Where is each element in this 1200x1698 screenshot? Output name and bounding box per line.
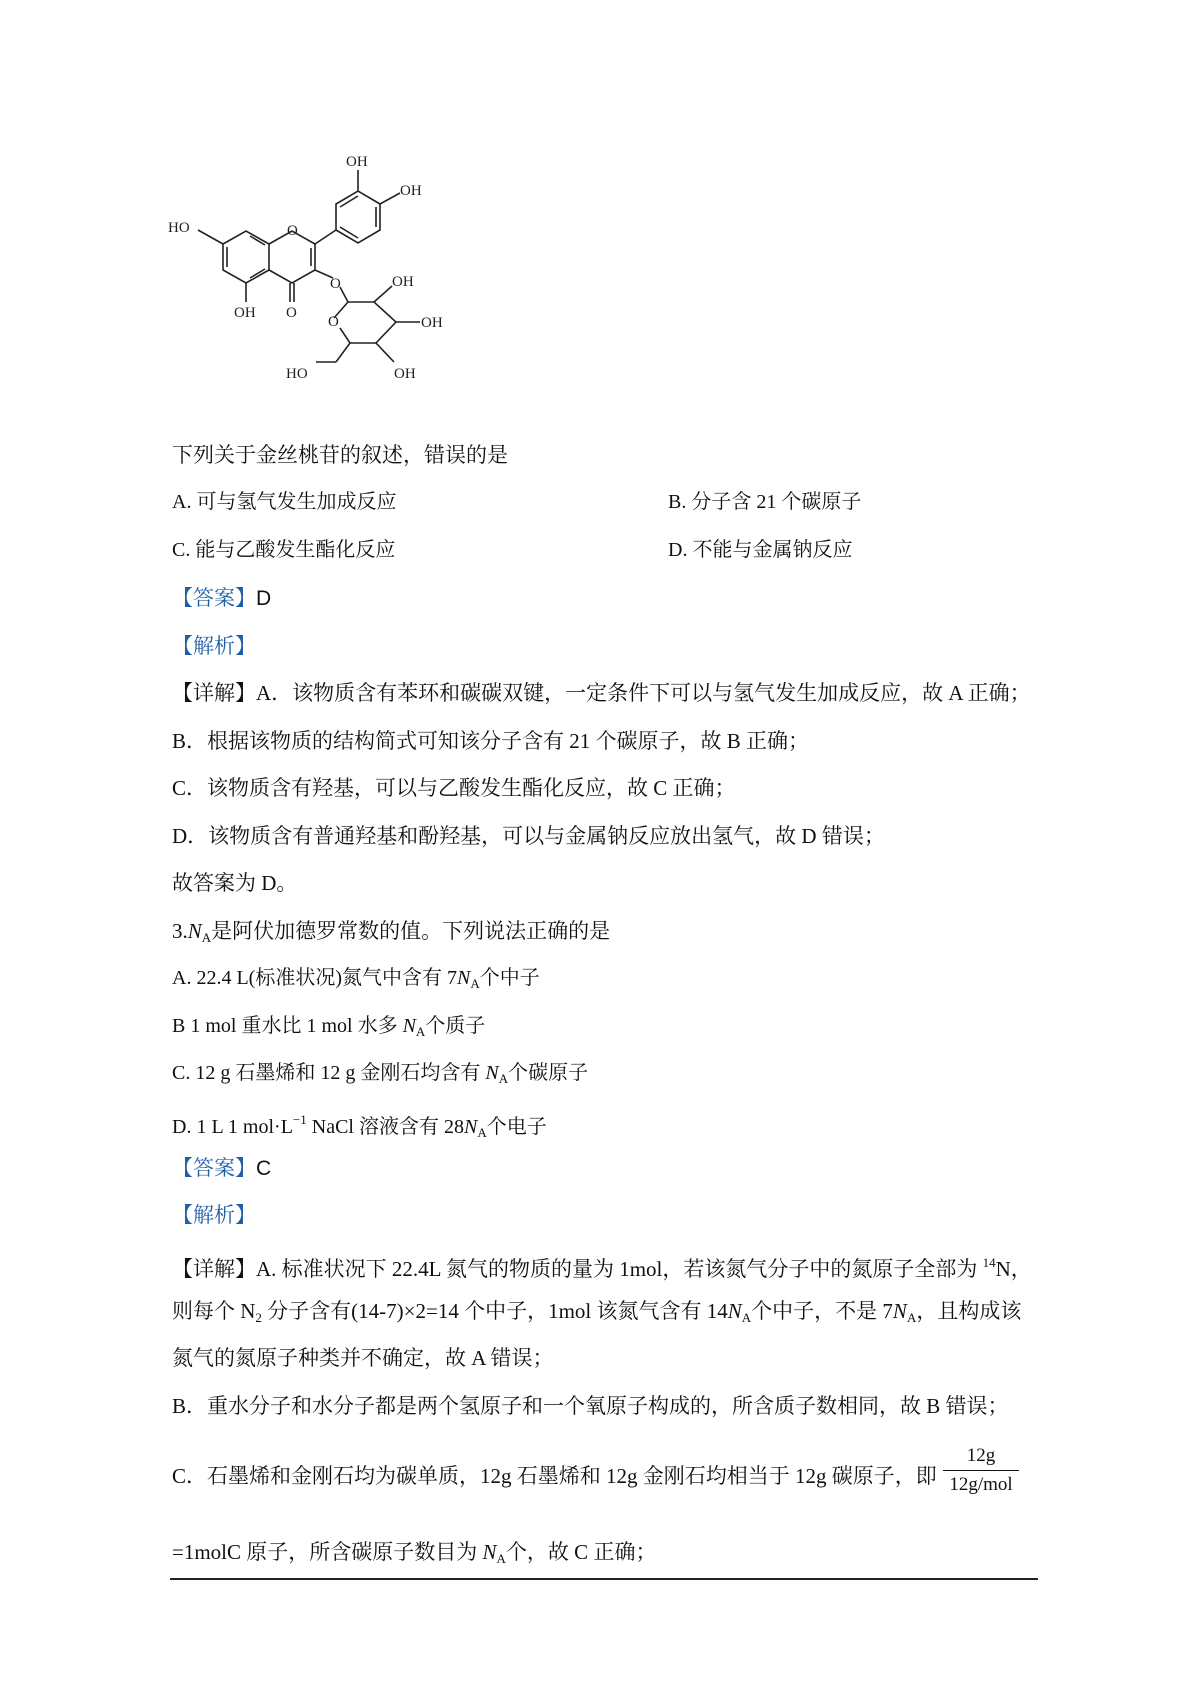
- hyperoside-structure-diagram: [168, 150, 498, 400]
- na-symbol: N: [485, 1062, 499, 1084]
- q3-answer-label: 【答案】: [172, 1156, 256, 1180]
- na-subscript: A: [498, 1071, 509, 1086]
- q3-stem-text: 是阿伏加德罗常数的值。下列说法正确的是: [211, 919, 611, 943]
- q3-detail-c-line2: [172, 1537, 1040, 1574]
- q3-option-c-tail: 个碳原子: [508, 1062, 589, 1084]
- label-oh-sugar-3: OH: [421, 315, 443, 331]
- label-oh-top: OH: [346, 154, 368, 170]
- q3-number: 3.: [172, 919, 188, 943]
- q3-detail-a1-tail: N，: [995, 1257, 1032, 1281]
- na-symbol: N: [456, 967, 471, 989]
- molecule-bonds: [198, 170, 420, 362]
- q3-detail-c-line1: C．石墨烯和金刚石均为碳单质，12g 石墨烯和 12g 金刚石均相当于 12g 碳原子，即: [172, 1464, 937, 1488]
- label-ho-left: HO: [168, 220, 190, 236]
- q2-stem: 下列关于金丝桃苷的叙述，错误的是: [172, 443, 508, 467]
- q3-option-b-tail: 个质子: [425, 1015, 486, 1037]
- label-oh-5: OH: [234, 305, 256, 321]
- q3-option-b: [172, 1011, 485, 1047]
- q3-detail-a-line3: 氮气的氮原子种类并不确定，故 A 错误；: [172, 1346, 554, 1370]
- q2-detail-label: 【详解】: [172, 681, 256, 705]
- q3-answer-value: C: [256, 1157, 272, 1180]
- na-subscript: A: [477, 1125, 487, 1140]
- na-subscript: A: [201, 930, 212, 945]
- q3-detail-a2-tail: ，且构成该: [916, 1299, 1022, 1323]
- q2-detail-a: [172, 678, 1040, 708]
- q3-detail-c2-tail: 个，故 C 正确；: [505, 1540, 657, 1564]
- label-ho-sugar-6: HO: [286, 366, 308, 382]
- na-subscript: A: [415, 1024, 426, 1039]
- q3-option-a-text: A. 22.4 L(标准状况)氮气中含有 7: [172, 967, 457, 989]
- q3-option-d: [172, 1105, 547, 1148]
- q3-answer-line: [172, 1153, 1040, 1184]
- q2-detail-text-a: A．该物质含有苯环和碳碳双键，一定条件下可以与氢气发生加成反应，故 A 正确；: [256, 681, 1031, 705]
- q2-detail-b: B．根据该物质的结构简式可知该分子含有 21 个碳原子，故 B 正确；: [172, 729, 810, 753]
- na-subscript: A: [741, 1310, 752, 1325]
- q3-option-d-tail: 个电子: [486, 1116, 547, 1138]
- q3-option-d-text: D. 1 L 1 mol·L: [172, 1116, 293, 1138]
- na-subscript: A: [496, 1551, 506, 1566]
- q2-conclusion: 故答案为 D。: [172, 871, 298, 895]
- na-subscript: A: [906, 1310, 917, 1325]
- q2-detail-c: C．该物质含有羟基，可以与乙酸发生酯化反应，故 C 正确；: [172, 776, 736, 800]
- q2-answer-value: D: [256, 587, 272, 610]
- q3-detail-a2-mid: 分子含有(14-7)×2=14 个中子，1mol 该氮气含有 14: [261, 1299, 728, 1323]
- q3-option-a-tail: 个中子: [479, 967, 540, 989]
- fraction-numerator: 12g: [966, 1445, 996, 1466]
- q2-detail-d: D．该物质含有普通羟基和酚羟基，可以与金属钠反应放出氢气，故 D 错误；: [172, 824, 885, 848]
- fraction-denominator: 12g/mol: [949, 1474, 1013, 1495]
- label-o-link: O: [330, 276, 341, 292]
- q2-answer-line: [172, 583, 1040, 614]
- q2-analysis-label: 【解析】: [172, 634, 256, 658]
- q3-stem: [172, 916, 1040, 953]
- q3-option-a: [172, 963, 540, 999]
- q3-option-d-mid: NaCl 溶液含有 28: [306, 1116, 464, 1138]
- footer-divider: [170, 1578, 1038, 1580]
- q3-detail-a2-text: 则每个 N: [172, 1299, 256, 1323]
- q3-detail-a1-superscript: 14: [982, 1255, 996, 1270]
- na-symbol: N: [727, 1299, 742, 1323]
- q3-option-c-text: C. 12 g 石墨烯和 12 g 金刚石均含有: [172, 1062, 486, 1084]
- fraction-12g-over-12g-mol: [943, 1443, 1019, 1498]
- label-o-carbonyl: O: [286, 305, 297, 321]
- na-symbol: N: [463, 1116, 478, 1138]
- label-o-ring: O: [287, 223, 298, 239]
- q3-detail-label: 【详解】: [172, 1257, 256, 1281]
- q3-option-c: [172, 1058, 588, 1094]
- na-subscript: A: [470, 976, 480, 991]
- q2-option-b: B. 分子含 21 个碳原子: [668, 491, 862, 513]
- label-oh-sugar-4: OH: [394, 366, 416, 382]
- na-symbol: N: [187, 919, 202, 943]
- q2-answer-label: 【答案】: [172, 586, 256, 610]
- q3-detail-b: B．重水分子和水分子都是两个氢原子和一个氧原子构成的，所含质子数相同，故 B 错误；: [172, 1394, 1009, 1418]
- label-oh-sugar-2: OH: [392, 274, 414, 290]
- na-symbol: N: [482, 1540, 497, 1564]
- q3-detail-a2-mid2: 个中子，不是 7: [751, 1299, 893, 1323]
- q3-detail-a-line1: [172, 1248, 1040, 1284]
- label-o-sugar: O: [328, 314, 339, 330]
- q2-option-d: D. 不能与金属钠反应: [668, 539, 853, 561]
- q3-detail-a-line2: [172, 1296, 1040, 1333]
- label-oh-right: OH: [400, 183, 422, 199]
- na-symbol: N: [402, 1015, 416, 1037]
- q2-option-c: C. 能与乙酸发生酯化反应: [172, 539, 396, 561]
- q2-option-a: A. 可与氢气发生加成反应: [172, 491, 397, 513]
- q3-detail-a2-subscript: 2: [255, 1310, 262, 1325]
- fraction-bar: [943, 1470, 1019, 1471]
- q3-detail-a1-text: A. 标准状况下 22.4L 氮气的物质的量为 1mol，若该氮气分子中的氮原子全部为: [256, 1257, 983, 1281]
- q3-option-d-superscript: −1: [292, 1112, 307, 1127]
- q3-analysis-label: 【解析】: [172, 1203, 256, 1227]
- na-symbol: N: [892, 1299, 907, 1323]
- q3-option-b-text: B 1 mol 重水比 1 mol 水多: [172, 1015, 403, 1037]
- q3-detail-c2-text: =1molC 原子，所含碳原子数目为: [172, 1540, 483, 1564]
